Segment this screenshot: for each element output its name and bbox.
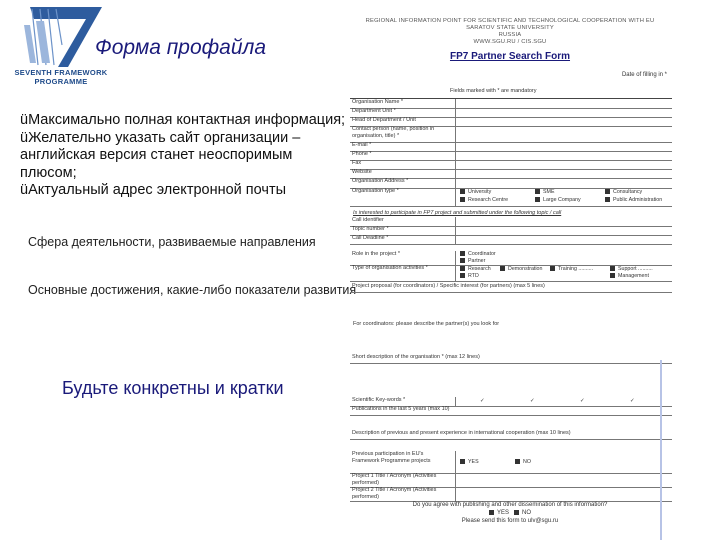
form-row [350,354,672,364]
slide-title: Форма профайла [95,36,267,59]
row-label: Department Unit * [352,108,396,114]
form-row [350,283,672,293]
activity-option: RTD [468,273,479,279]
org-type-option: SME [543,189,555,195]
form-row [350,251,672,266]
header-line: WWW.SGU.RU / CIS.SGU [473,39,547,45]
form-row [350,126,672,143]
activity-option: Training .......... [558,266,594,272]
bullet-item: üЖелательно указать сайт организации – английская версия станет неоспоримым плюсом; [20,129,301,181]
row-label: Head of Department / Unit [352,117,416,123]
row-label: Role in the project * [352,251,400,257]
header-line: SARATOV STATE UNIVERSITY [466,25,554,31]
form-header [345,18,675,46]
send-note: Please send this form to ulv@sgu.ru [461,518,559,524]
org-type-option: Large Company [543,197,581,203]
header-line: REGIONAL INFORMATION POINT FOR SCIENTIFIC AND TECHNOLOGICAL COOPERATION WITH EU [365,18,655,24]
row-label: Topic number * [352,226,389,232]
row-label: Call identifier [352,217,384,223]
row-label: Organisation Address * [352,178,409,184]
org-type-option: Public Administration [613,197,663,203]
row-label: Previous participation in EU's Framework Programme projects [352,451,431,464]
check-icon: ✓ [480,398,485,404]
achievements-text: Основные достижения, какие-либо показатели развития [28,283,357,297]
row-label: Publications in the last 5 years (max 10) [352,406,450,412]
row-label: Call Deadline * [352,235,389,241]
bullet-item: üАктуальный адрес электронной почты [20,182,287,198]
row-label: Type of organisation activities * [352,265,428,271]
row-label: Project 2 Title / Acronym (Activities performed) [352,487,437,500]
row-label: Phone * [352,151,372,157]
form-row [350,451,672,474]
form-row [350,265,672,282]
form-row [350,406,672,416]
row-label: Short description of the organisation * (max 12 lines) [352,354,480,360]
check-icon: ✓ [630,398,635,404]
form-row [350,487,672,502]
form-row [350,188,672,207]
form-title: FP7 Partner Search Form [449,51,571,62]
row-label: Project 1 Title / Acronym (Activities performed) [352,473,437,486]
role-option: Partner [468,258,486,264]
activity-option: Demonstration [508,266,543,272]
activity-option: Support .......... [618,266,653,272]
no-option: NO [523,459,531,465]
row-label: Organisation type * [352,188,399,194]
agree-question: Do you agree with publishing and other dissemination of this information? [412,502,608,508]
mandatory-note: Fields marked with * are mandatory [450,88,537,94]
form-row [350,473,672,488]
date-label: Date of filling in * [621,72,667,78]
concise-text: Будьте конкретны и кратки [62,378,284,398]
row-label: Website [352,169,372,175]
agree-no: NO [522,510,532,517]
row-label: E-mail * [352,142,372,148]
org-type-option: University [468,189,492,195]
row-label: Project proposal (for coordinators) / Specific interest (for partners) (max 5 lines) [352,283,545,289]
form-row [350,430,672,440]
agree-yes: YES [496,510,509,517]
row-label: Organisation Name * [352,99,404,105]
partner-search-form [345,18,675,538]
header-line: RUSSIA [498,32,522,38]
bullet-item: üМаксимально полная контактная информация; [20,112,346,128]
activity-option: Management [618,273,649,279]
org-type-option: Research Centre [468,197,509,203]
row-label: Description of previous and present experience in international cooperation (max 10 lines) [352,430,571,436]
agree-options [345,510,675,516]
row-label: Contact person (name, position in organisation, title) * [352,126,435,139]
row-label: Fax [352,160,362,166]
check-icon: ✓ [580,398,585,404]
slide-edge-line [660,360,662,540]
activity-option: Research [468,266,491,272]
logo-text: SEVENTH FRAMEWORK PROGRAMME [14,68,108,86]
yes-option: YES [468,459,479,465]
role-option: Coordinator [468,251,496,257]
call-note: Is interested to participate in FP7 project and submitted under the following topic / call [353,210,562,216]
check-icon: ✓ [530,398,535,404]
form-row [350,235,672,245]
row-label: Scientific Key-words * [352,397,406,403]
form-grid [350,98,672,501]
coord-note: For coordinators: please describe the partner(s) you look for [353,321,500,327]
bullet-list [20,112,350,200]
activity-text: Сфера деятельности, развиваемые направления [28,235,316,249]
org-type-option: Consultancy [613,189,643,195]
